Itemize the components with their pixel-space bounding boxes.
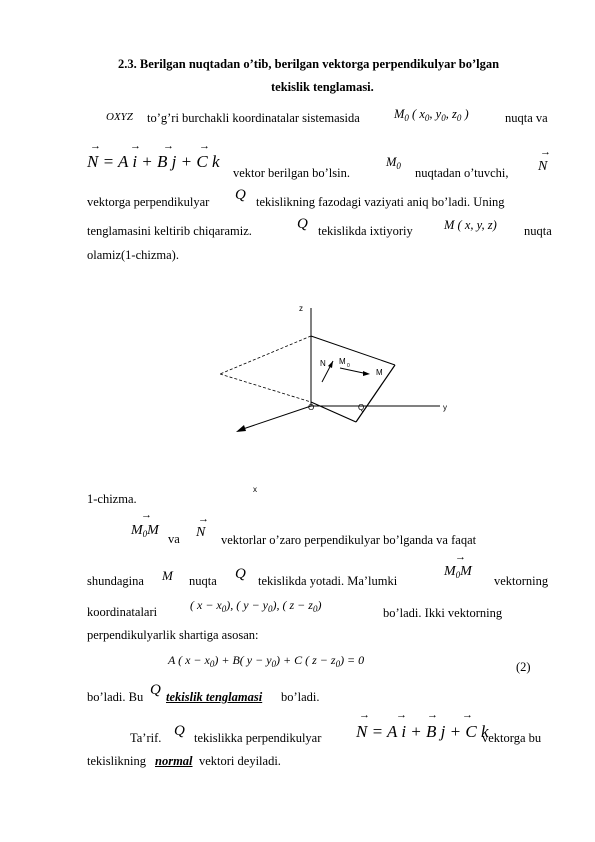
paragraph-text: vektori deyiladi. (199, 754, 281, 768)
point-label-m: M (376, 368, 383, 377)
point-label-m0: M (339, 357, 346, 366)
paragraph-text: bo’ladi. Ikki vektorning (383, 606, 503, 620)
subscript: 0 (456, 113, 462, 123)
vector-arrow-icon: → (427, 709, 438, 721)
vector-arrow-icon: → (90, 140, 101, 152)
plane-q: Q (235, 187, 246, 203)
axis-label-x: x (253, 485, 257, 494)
subscript: 0 (335, 659, 341, 669)
vector-m0m (444, 564, 472, 580)
subscript: 0 (209, 659, 215, 669)
eq-part: ) + B( y − y (214, 653, 272, 667)
paragraph-text: vektor berilgan bo’lsin. (233, 166, 350, 180)
m-letter: M (131, 523, 143, 538)
m-letter: M (460, 564, 472, 579)
subscript: 0 (424, 113, 430, 123)
plane-equation-term-link[interactable]: tekislik tenglamasi (166, 690, 263, 704)
paragraph-text: vektorlar o’zaro perpendikulyar bo’lganda va faqat (221, 533, 477, 547)
point-label-m0-subscript: 0 (347, 363, 350, 369)
vector-arrow-icon: → (540, 146, 551, 158)
args-z: , z (445, 107, 457, 121)
paragraph-text: nuqta va (505, 111, 548, 125)
vector-arrow-icon: → (198, 513, 209, 525)
paragraph-text: tekislikda ixtiyoriy (318, 224, 413, 238)
eq-part: ) = 0 (340, 653, 365, 667)
vector-arrow-icon: → (462, 709, 473, 721)
paragraph-text: bo’ladi. (281, 690, 320, 704)
normal-vector-arrow-icon (328, 361, 333, 368)
x-axis-arrow-icon (236, 425, 246, 432)
section-title-line2: tekislik tenglamasi. (271, 80, 374, 94)
paragraph-text: va (168, 532, 180, 546)
figure-1-plane-diagram (220, 298, 470, 498)
eq-part: A ( x − x (168, 653, 210, 667)
axis-label-z: z (299, 304, 303, 313)
normal-label: N (320, 359, 326, 368)
m-letter: M (444, 564, 456, 579)
section-title-line1: 2.3. Berilgan nuqtadan o’tib, berilgan vektorga perpendikulyar bo’lgan (118, 57, 500, 71)
plane-edge (311, 402, 356, 422)
paragraph-text: to’g’ri burchakli koordinatalar sistemasida (147, 111, 360, 125)
eq-part: ) + C ( z − z (276, 653, 336, 667)
vector-arrow-icon: → (141, 509, 152, 521)
paragraph-text: nuqta (189, 574, 217, 588)
paragraph-text: koordinatalari (87, 605, 158, 619)
equation-number: (2) (516, 660, 531, 674)
plane-label-q: Q (358, 403, 365, 412)
plane-q: Q (297, 216, 308, 232)
paragraph-text: shundagina (87, 574, 144, 588)
subscript: 0 (142, 529, 148, 539)
plane-edge-dashed (220, 336, 311, 374)
point-m0 (386, 155, 401, 171)
point-m0-letter: M (386, 155, 397, 169)
plane-q: Q (174, 723, 185, 739)
paragraph-text: tekislikda yotadi. Ma’lumki (258, 574, 398, 588)
m-letter: M (147, 523, 159, 538)
args-x: ( x (412, 107, 425, 121)
subscript: 0 (404, 113, 409, 123)
paragraph-line (106, 109, 133, 124)
normal-term-link[interactable]: normal (155, 754, 193, 768)
subscript: 0 (312, 604, 318, 614)
paragraph-text: perpendikulyarlik shartiga asosan: (87, 628, 259, 642)
plane-q: Q (235, 566, 246, 582)
m0m-vector-arrow-icon (363, 371, 370, 376)
point-m-formula: M ( x, y, z) (444, 218, 497, 232)
paragraph-text: vektorga perpendikulyar (87, 195, 210, 209)
coordinate-system-label: OXYZ (106, 111, 133, 123)
args-close: ) (461, 107, 469, 121)
vector-arrow-icon: → (359, 709, 370, 721)
coord-close: ) (317, 598, 322, 612)
paragraph-text: nuqtadan o’tuvchi, (415, 166, 509, 180)
paragraph-text: olamiz(1-chizma). (87, 248, 179, 262)
vector-n: N (196, 525, 206, 540)
origin-label: O (308, 403, 315, 412)
vector-arrow-icon: → (130, 140, 141, 152)
axis-label-y: y (443, 403, 447, 412)
subscript: 0 (455, 570, 461, 580)
vector-arrow-icon: → (199, 140, 210, 152)
paragraph-text: tekislikning (87, 754, 147, 768)
plane-equation (168, 653, 364, 669)
paragraph-text: bo’ladi. Bu (87, 690, 144, 704)
paragraph-text: vektorning (494, 574, 549, 588)
normal-vector-formula: N = A i + B j + C k (87, 152, 220, 171)
point-m0-letter: M (394, 107, 405, 121)
point-m: M (162, 568, 173, 583)
vector-arrow-icon: → (455, 551, 466, 563)
coord-z: ), ( z − z (272, 598, 313, 612)
normal-vector-formula: N = A i + B j + C k (356, 722, 489, 741)
vector-n: N (538, 159, 548, 174)
paragraph-text: tekislikka perpendikulyar (194, 731, 322, 745)
subscript: 0 (441, 113, 446, 123)
coord-x: ( x − x (190, 598, 222, 612)
coord-y: ), ( y − y (226, 598, 268, 612)
paragraph-text: tenglamasini keltirib chiqaramiz. (87, 224, 252, 238)
vector-arrow-icon: → (396, 709, 407, 721)
subscript: 0 (221, 604, 227, 614)
args-y: , y (429, 107, 442, 121)
definition-label: Ta’rif. (130, 731, 162, 745)
point-m0-formula (394, 107, 469, 123)
subscript: 0 (268, 604, 273, 614)
x-axis (240, 406, 311, 430)
subscript: 0 (271, 659, 277, 669)
paragraph-text: nuqta (524, 224, 552, 238)
vector-arrow-icon: → (163, 140, 174, 152)
subscript: 0 (396, 161, 401, 171)
paragraph-text: vektorga bu (482, 731, 542, 745)
plane-q: Q (150, 682, 161, 698)
plane-edge-dashed (220, 374, 311, 402)
figure-caption: 1-chizma. (87, 492, 137, 506)
vector-m0m (131, 523, 159, 539)
paragraph-text: tekislikning fazodagi vaziyati aniq bo’ladi. Uning (256, 195, 505, 209)
vector-coordinates (190, 598, 321, 614)
